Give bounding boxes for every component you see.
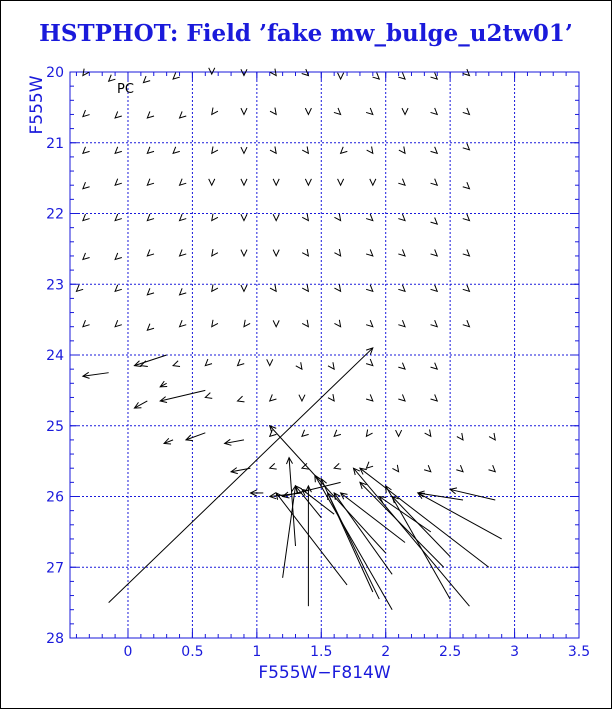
offset-chevron bbox=[431, 363, 438, 370]
offset-chevron bbox=[402, 108, 408, 114]
offset-chevron bbox=[398, 249, 405, 256]
offset-vector bbox=[276, 493, 347, 585]
x-tick-label: 0.5 bbox=[181, 644, 204, 660]
y-tick-label: 23 bbox=[46, 277, 64, 294]
chart-title: HSTPHOT: Field ’fake mw_bulge_u2tw01’ bbox=[39, 20, 573, 47]
offset-chevron bbox=[143, 76, 150, 83]
offset-chevron bbox=[328, 394, 334, 401]
x-tick-label: 1 bbox=[252, 644, 262, 660]
offset-chevron bbox=[302, 430, 309, 437]
y-tick-label: 27 bbox=[46, 560, 64, 577]
offset-chevron bbox=[396, 430, 402, 436]
offset-chevron bbox=[83, 214, 90, 221]
y-tick-label: 22 bbox=[46, 206, 64, 223]
offset-vector bbox=[450, 489, 495, 500]
offset-chevron bbox=[115, 111, 122, 118]
offset-chevron bbox=[83, 110, 90, 117]
offset-chevron bbox=[463, 320, 470, 327]
offset-chevron bbox=[334, 284, 340, 291]
offset-chevron bbox=[302, 320, 308, 327]
offset-chevron bbox=[180, 288, 187, 295]
offset-chevron bbox=[334, 249, 340, 256]
offset-chevron bbox=[366, 394, 373, 401]
offset-chevron bbox=[180, 111, 187, 118]
offset-chevron bbox=[366, 359, 373, 366]
offset-chevron bbox=[489, 433, 495, 440]
offset-chevron bbox=[366, 249, 373, 256]
offset-chevron bbox=[328, 362, 334, 369]
offset-chevron bbox=[431, 218, 438, 225]
offset-chevron bbox=[115, 320, 122, 327]
offset-chevron bbox=[76, 285, 83, 292]
x-tick-label: 3 bbox=[510, 644, 520, 660]
offset-chevron bbox=[424, 465, 431, 472]
x-tick-label: 3.5 bbox=[567, 644, 591, 660]
offset-vector bbox=[379, 497, 431, 532]
offset-chevron bbox=[341, 147, 348, 154]
offset-chevron bbox=[147, 147, 154, 154]
offset-vector bbox=[270, 426, 386, 553]
offset-chevron bbox=[431, 147, 438, 154]
offset-chevron bbox=[431, 108, 438, 115]
offset-chevron bbox=[209, 68, 215, 74]
offset-chevron bbox=[212, 108, 218, 115]
offset-chevron bbox=[463, 182, 470, 189]
offset-chevron bbox=[147, 214, 154, 221]
offset-vector bbox=[109, 348, 373, 603]
offset-chevron bbox=[173, 361, 180, 367]
offset-chevron bbox=[270, 284, 276, 291]
offset-chevron bbox=[489, 465, 496, 472]
y-tick-label: 21 bbox=[46, 135, 64, 152]
offset-chevron bbox=[270, 146, 276, 153]
offset-chevron bbox=[334, 108, 341, 115]
offset-chevron bbox=[366, 108, 373, 115]
offset-chevron bbox=[366, 214, 373, 221]
offset-vector bbox=[283, 486, 296, 578]
offset-chevron bbox=[173, 73, 180, 80]
offset-chevron bbox=[238, 396, 245, 402]
offset-chevron bbox=[241, 179, 247, 185]
offset-chevron bbox=[366, 429, 372, 436]
offset-chevron bbox=[305, 179, 311, 185]
offset-chevron bbox=[334, 463, 341, 469]
x-tick-label: 1.5 bbox=[310, 644, 333, 660]
offset-chevron bbox=[338, 179, 344, 185]
offset-chevron bbox=[180, 320, 187, 327]
x-tick-label: 2.5 bbox=[439, 644, 462, 660]
offset-chevron bbox=[431, 249, 438, 256]
offset-chevron bbox=[302, 146, 308, 153]
offset-chevron bbox=[302, 249, 308, 256]
offset-chevron bbox=[457, 433, 463, 440]
offset-chevron bbox=[244, 320, 250, 327]
offset-vector bbox=[315, 475, 392, 609]
offset-chevron bbox=[115, 179, 122, 186]
offset-chevron bbox=[205, 359, 212, 366]
offset-chevron bbox=[431, 73, 438, 80]
y-tick-label: 20 bbox=[46, 65, 64, 81]
offset-chevron bbox=[241, 108, 247, 114]
offset-chevron bbox=[302, 214, 308, 221]
offset-chevron bbox=[398, 214, 405, 221]
offset-chevron bbox=[273, 179, 279, 185]
offset-vector bbox=[302, 489, 334, 514]
offset-chevron bbox=[431, 285, 438, 292]
x-tick-label: 0 bbox=[123, 644, 133, 660]
offset-chevron bbox=[398, 320, 405, 327]
offset-chevron bbox=[366, 462, 373, 469]
offset-chevron bbox=[338, 73, 344, 79]
offset-chevron bbox=[270, 394, 277, 401]
offset-chevron bbox=[431, 179, 438, 186]
offset-chevron bbox=[425, 429, 431, 436]
offset-chevron bbox=[241, 147, 247, 153]
offset-chevron bbox=[366, 320, 373, 327]
offset-chevron bbox=[147, 179, 154, 186]
y-tick-label: 24 bbox=[46, 348, 64, 364]
offset-vector bbox=[386, 486, 450, 599]
x-axis-title: F555W−F814W bbox=[258, 663, 391, 683]
offset-chevron bbox=[370, 179, 376, 185]
offset-chevron bbox=[180, 249, 187, 256]
offset-chevron bbox=[270, 463, 277, 469]
y-ticks bbox=[46, 65, 579, 647]
offset-chevron bbox=[273, 214, 279, 220]
offset-chevron bbox=[173, 147, 180, 154]
offset-chevron bbox=[83, 147, 90, 154]
offset-chevron bbox=[398, 394, 405, 401]
offset-chevron bbox=[267, 359, 273, 365]
offset-chevron bbox=[299, 395, 305, 401]
offset-chevron bbox=[109, 75, 116, 82]
offset-chevron bbox=[392, 465, 398, 472]
offset-chevron bbox=[399, 146, 405, 153]
offset-chevron bbox=[373, 73, 380, 80]
x-tick-label: 2 bbox=[381, 644, 391, 660]
offset-chevron bbox=[463, 214, 470, 221]
offset-chevron bbox=[270, 108, 276, 115]
offset-chevron bbox=[296, 362, 302, 369]
offset-vector bbox=[321, 479, 373, 592]
offset-chevron bbox=[302, 284, 308, 291]
y-axis-title: F555W bbox=[27, 75, 47, 135]
offset-chevron bbox=[334, 430, 341, 437]
offset-chevron bbox=[212, 146, 218, 153]
offset-chevron bbox=[83, 253, 90, 260]
offset-chevron bbox=[463, 249, 470, 256]
offset-chevron bbox=[273, 320, 279, 326]
offset-chevron bbox=[241, 250, 247, 256]
offset-chevron bbox=[212, 284, 218, 291]
offset-chevron bbox=[180, 214, 187, 221]
panel-label: PC bbox=[117, 82, 134, 97]
offset-chevron bbox=[147, 249, 154, 256]
offset-chevron bbox=[367, 146, 373, 153]
offset-chevron bbox=[241, 285, 247, 291]
offset-chevron bbox=[180, 179, 187, 186]
offset-chevron bbox=[398, 363, 405, 370]
offset-chevron bbox=[115, 214, 122, 221]
y-tick-label: 25 bbox=[46, 418, 64, 435]
offset-chevron bbox=[334, 320, 340, 327]
offset-chevron bbox=[83, 320, 90, 327]
offset-chevron bbox=[241, 214, 247, 220]
offset-chevron bbox=[398, 73, 405, 80]
offset-chevron bbox=[238, 359, 245, 366]
y-tick-label: 28 bbox=[46, 631, 64, 647]
offset-chevron bbox=[456, 465, 463, 472]
offset-chevron bbox=[212, 214, 218, 221]
offset-chevron bbox=[463, 143, 470, 150]
offset-vector bbox=[134, 355, 166, 366]
offset-chevron bbox=[212, 249, 218, 256]
offset-vector bbox=[334, 493, 392, 574]
offset-chevron bbox=[147, 324, 154, 331]
offset-chevron bbox=[366, 285, 373, 292]
offset-chevron bbox=[431, 394, 438, 401]
offset-chevron bbox=[83, 182, 90, 189]
offset-chevron bbox=[334, 214, 340, 221]
offset-chevron bbox=[273, 250, 279, 256]
y-tick-label: 26 bbox=[46, 489, 64, 506]
offset-chevron bbox=[147, 288, 154, 295]
offset-chevron bbox=[205, 393, 212, 399]
grid-lines bbox=[70, 72, 579, 638]
offset-chevron bbox=[115, 253, 122, 260]
offset-chevron bbox=[209, 179, 215, 185]
offset-chevron bbox=[398, 179, 405, 186]
offset-chevron bbox=[115, 285, 122, 292]
offset-chevron bbox=[398, 285, 405, 292]
offset-chevron bbox=[147, 111, 154, 118]
offset-chevron bbox=[212, 320, 218, 327]
offset-vector bbox=[289, 458, 295, 546]
offset-chevron bbox=[463, 285, 470, 292]
offset-chevron bbox=[115, 147, 122, 154]
vector-field bbox=[76, 68, 501, 610]
offset-vector bbox=[160, 390, 205, 401]
offset-chevron bbox=[431, 320, 438, 327]
offset-chevron bbox=[463, 108, 470, 115]
offset-chevron bbox=[305, 108, 311, 114]
